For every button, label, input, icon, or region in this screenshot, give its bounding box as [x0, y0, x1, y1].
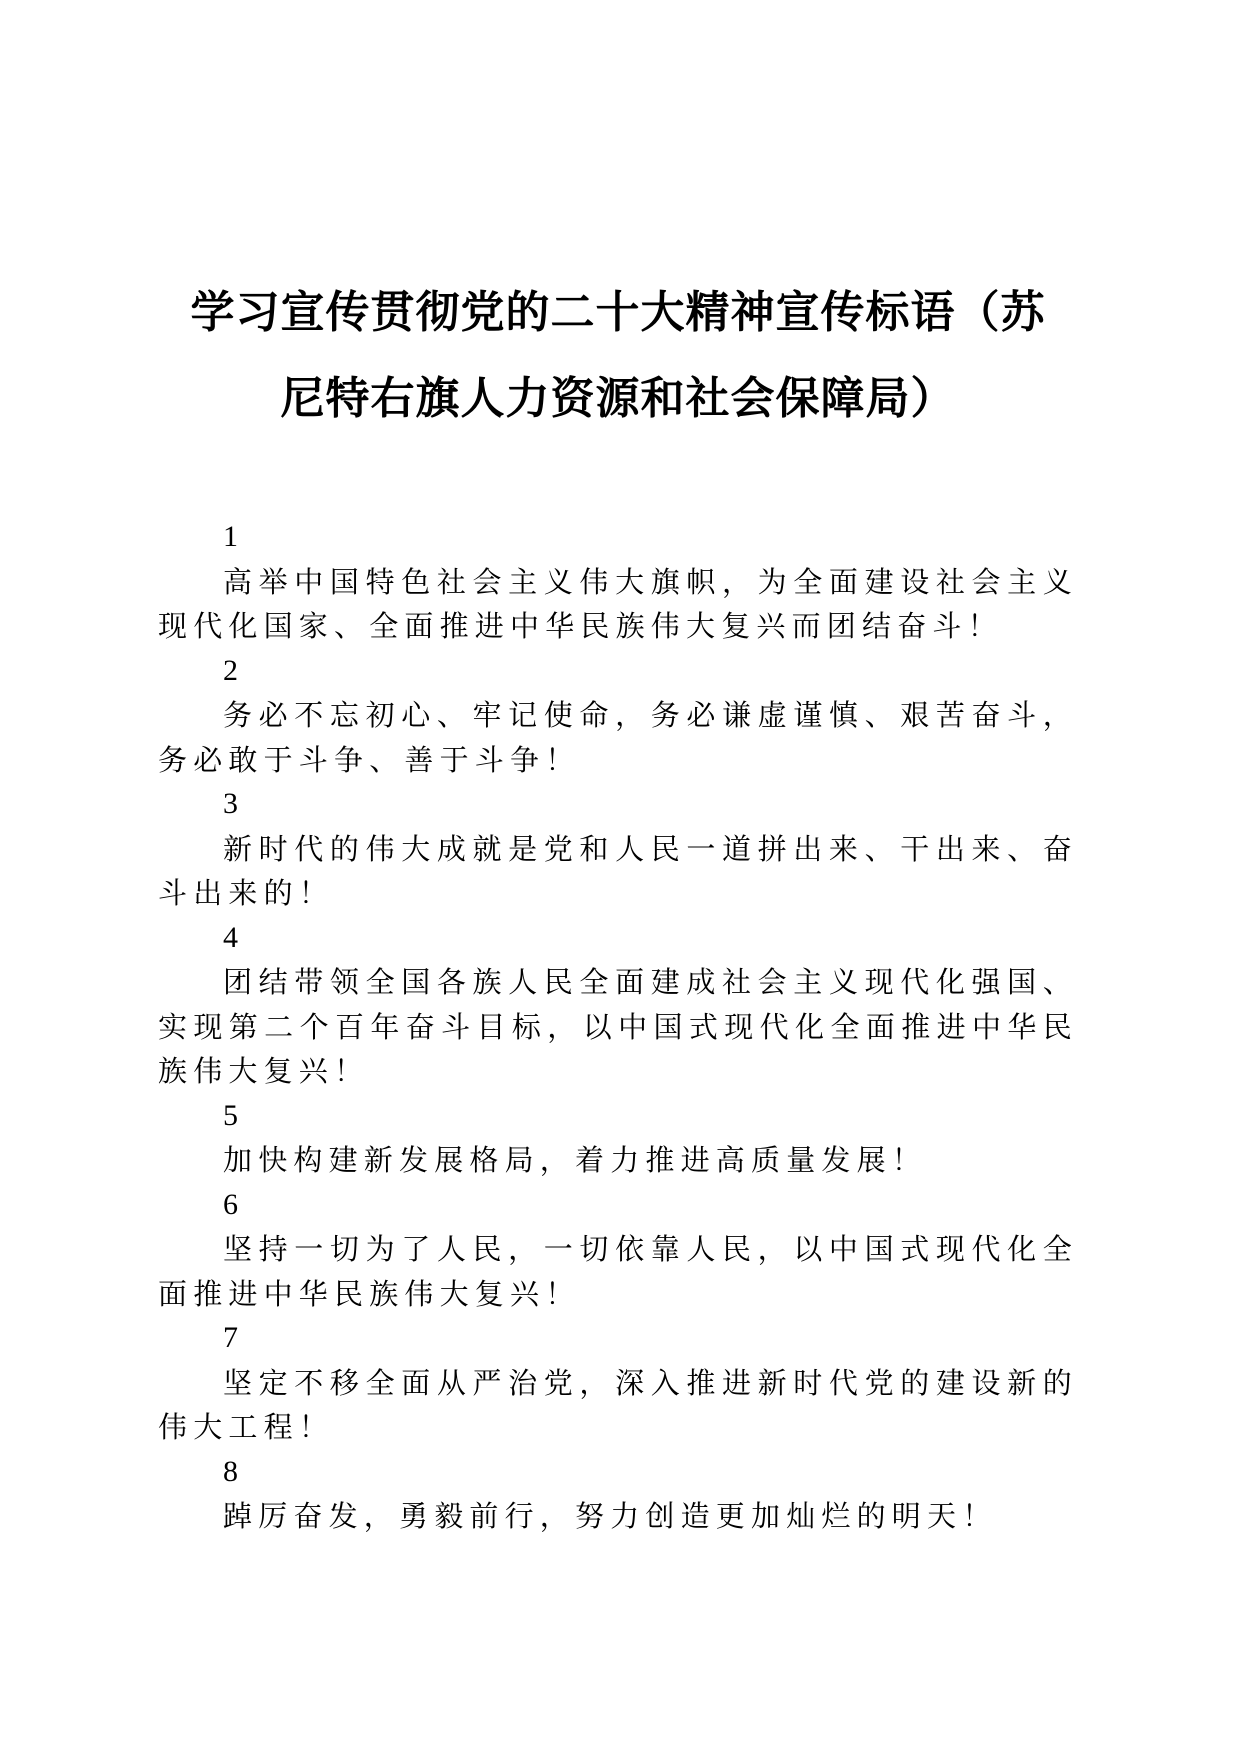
- slogan-item-6: [158, 1183, 1078, 1317]
- title-line-2: 尼特右旗人力资源和社会保障局）: [280, 373, 956, 424]
- slogan-text: 务必不忘初心、牢记使命，务必谦虚谨慎、艰苦奋斗，务必敢于斗争、善于斗争！: [158, 698, 1078, 777]
- slogan-text: 新时代的伟大成就是党和人民一道拼出来、干出来、奋斗出来的！: [158, 831, 1078, 910]
- slogan-text: 加快构建新发展格局，着力推进高质量发展！: [223, 1143, 928, 1177]
- slogan-number: 2: [223, 653, 238, 687]
- slogan-number: 5: [223, 1098, 238, 1132]
- slogan-number: 1: [223, 520, 238, 553]
- slogan-item-3: [158, 782, 1078, 916]
- page-title: [158, 270, 1078, 442]
- slogan-number: 6: [223, 1187, 238, 1221]
- slogan-item-7: [158, 1316, 1078, 1450]
- slogan-item-2: [158, 649, 1078, 783]
- slogan-item-8: [158, 1450, 1078, 1539]
- slogan-text: 坚持一切为了人民，一切依靠人民，以中国式现代化全面推进中华民族伟大复兴！: [158, 1232, 1078, 1311]
- slogan-number: 8: [223, 1454, 238, 1488]
- slogan-text: 坚定不移全面从严治党，深入推进新时代党的建设新的伟大工程！: [158, 1365, 1078, 1444]
- slogan-number: 3: [223, 787, 238, 820]
- slogan-text: 团结带领全国各族人民全面建成社会主义现代化强国、实现第二个百年奋斗目标，以中国式现代化全面推进中华民族伟大复兴！: [158, 965, 1078, 1088]
- slogan-item-1: [158, 515, 1078, 649]
- slogan-text: 高举中国特色社会主义伟大旗帜，为全面建设社会主义现代化国家、全面推进中华民族伟大复兴而团结奋斗！: [158, 564, 1078, 643]
- slogan-text: 踔厉奋发，勇毅前行，努力创造更加灿烂的明天！: [223, 1499, 998, 1533]
- slogan-list: [158, 515, 1078, 1539]
- slogan-item-5: [158, 1094, 1078, 1183]
- slogan-number: 7: [223, 1321, 238, 1354]
- slogan-item-4: [158, 916, 1078, 1094]
- title-line-1: 学习宣传贯彻党的二十大精神宣传标语（苏: [190, 287, 1046, 338]
- slogan-number: 4: [223, 920, 238, 954]
